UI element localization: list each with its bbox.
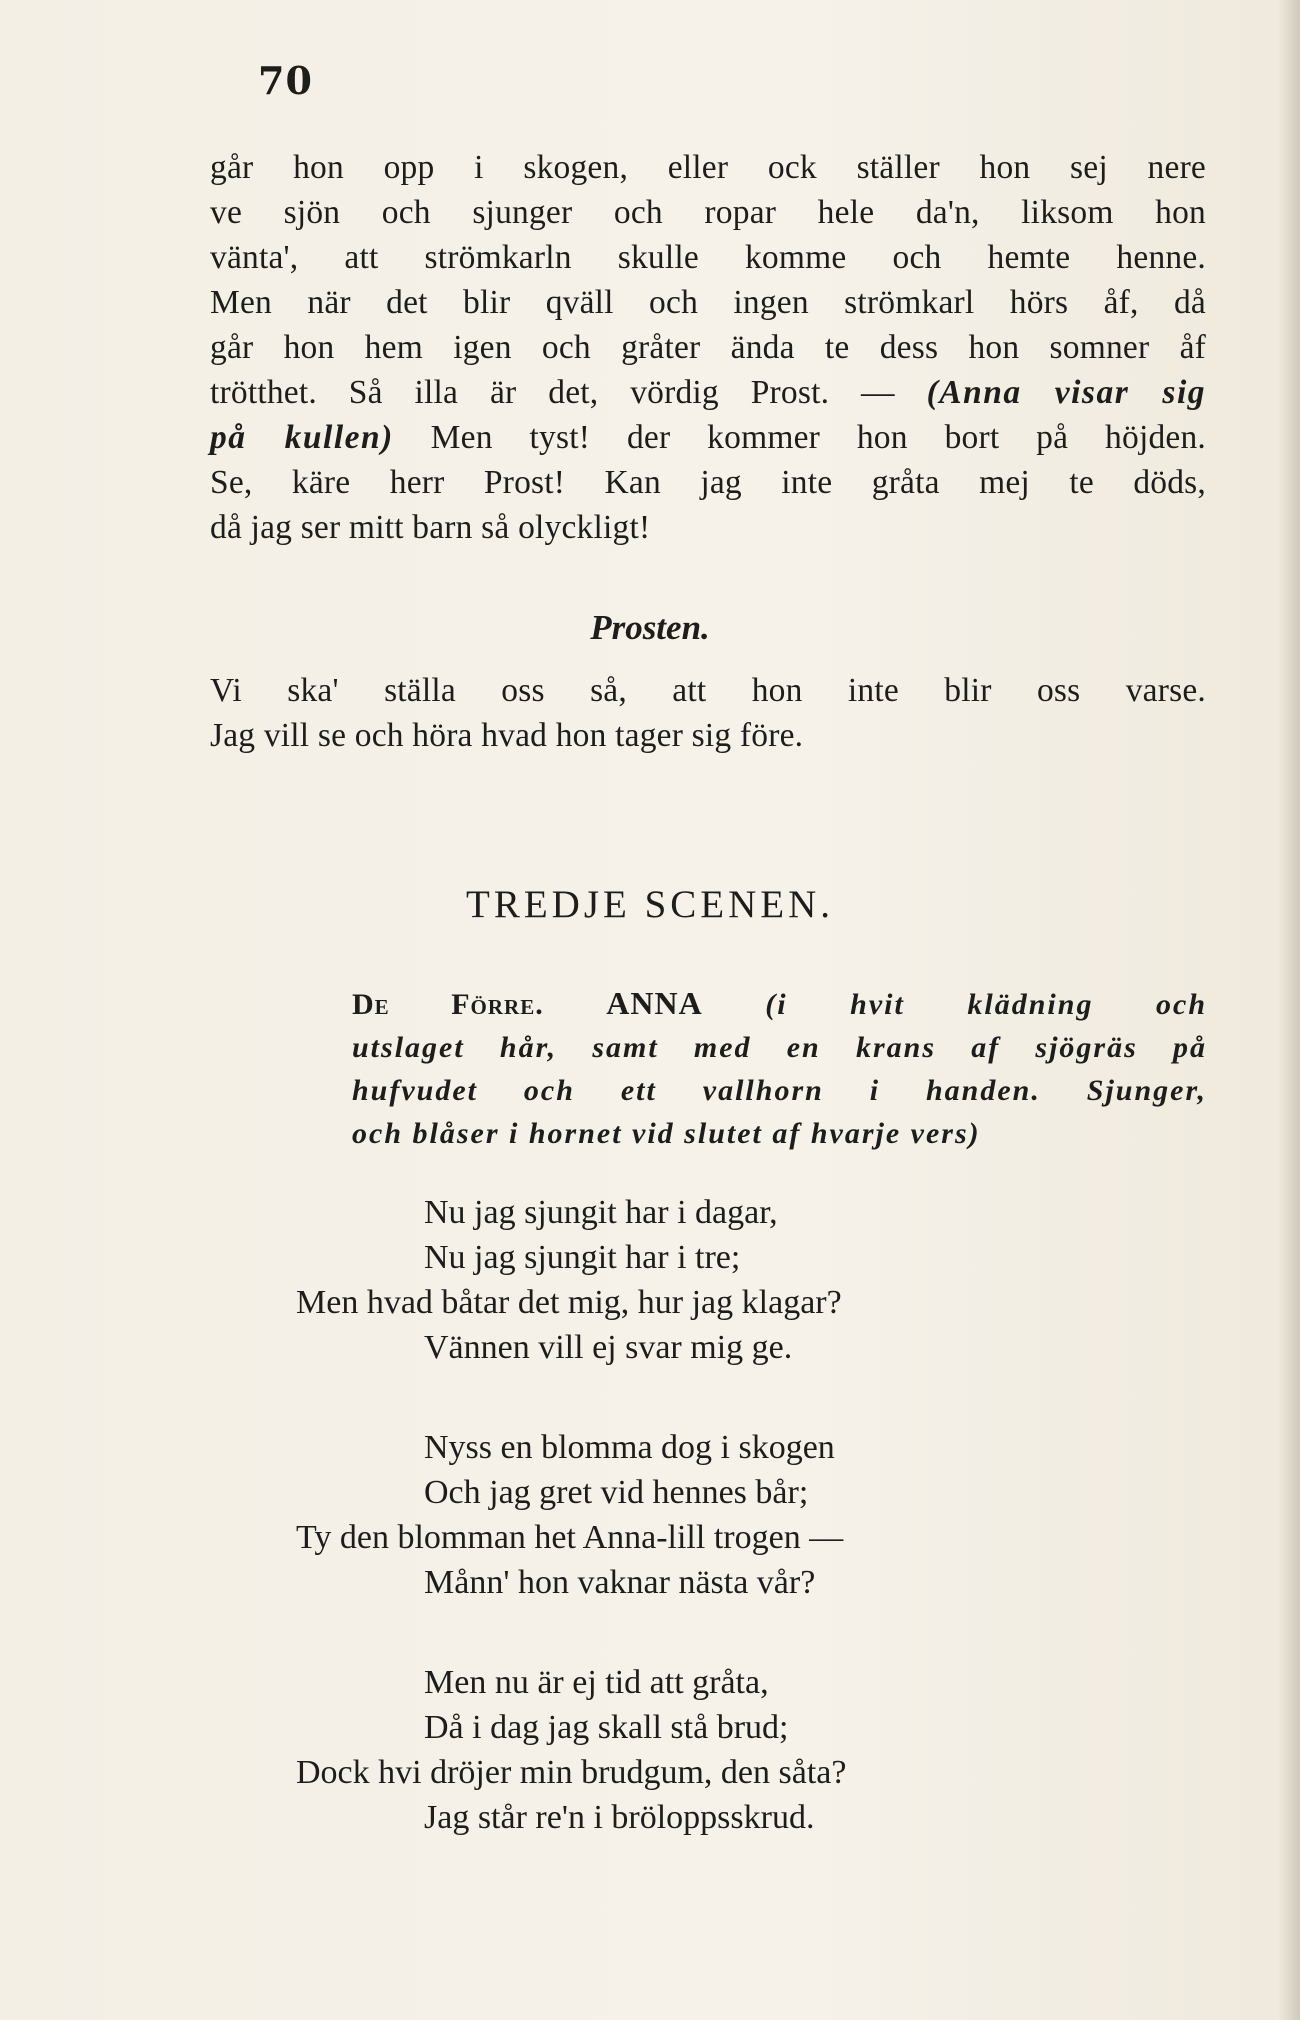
prose-paragraph xyxy=(210,145,1206,550)
prose-line: då jag ser mitt barn så olyckligt! xyxy=(210,509,651,546)
verse-line: Ty den blomman het Anna-lill trogen — xyxy=(296,1519,844,1556)
verse-line: Men hvad båtar det mig, hur jag klagar? xyxy=(296,1284,842,1321)
prose-text: Men tyst! der kommer hon bort på höjden. xyxy=(430,419,1207,456)
song-stanza xyxy=(0,1660,1300,1840)
song-stanza xyxy=(0,1425,1300,1605)
verse-line: Och jag gret vid hennes bår; xyxy=(424,1474,809,1511)
verse-line: Vännen vill ej svar mig ge. xyxy=(424,1329,793,1366)
page-number: 70 xyxy=(258,58,313,103)
character-name: ANNA xyxy=(606,985,703,1021)
speech-paragraph xyxy=(210,668,1206,758)
prose-text: trötthet. Så illa är det, vördig Prost. — xyxy=(210,374,895,411)
verse-line: Men nu är ej tid att gråta, xyxy=(424,1664,769,1701)
prose-line: går hon opp i skogen, eller ock ställer hon sej nere xyxy=(210,149,1206,186)
prose-line: Men när det blir qväll och ingen strömkarl hörs åf, då xyxy=(210,284,1206,321)
verse-line: Nyss en blomma dog i skogen xyxy=(424,1429,835,1466)
stage-direction-inline: på kullen) xyxy=(210,419,394,456)
prose-line: går hon hem igen och gråter ända te dess hon somner åf xyxy=(210,329,1206,366)
prose-line: ve sjön och sjunger och ropar hele da'n, liksom hon xyxy=(210,194,1206,231)
stage-line: utslaget hår, samt med en krans af sjögräs på xyxy=(352,1031,1207,1064)
stage-line xyxy=(352,982,1207,1026)
scene-heading: TREDJE SCENEN. xyxy=(466,883,834,926)
stage-direction xyxy=(352,982,1207,1155)
verse-line: Då i dag jag skall stå brud; xyxy=(424,1709,789,1746)
speech-line: Jag vill se och höra hvad hon tager sig före. xyxy=(210,717,804,754)
prose-line xyxy=(210,370,1206,415)
prose-line: Se, käre herr Prost! Kan jag inte gråta mej te döds, xyxy=(210,464,1206,501)
stage-text: (i hvit klädning och xyxy=(765,988,1208,1021)
verse-line: Jag står re'n i bröloppsskrud. xyxy=(424,1799,815,1836)
prose-line xyxy=(210,415,1206,460)
verse-line: Nu jag sjungit har i tre; xyxy=(424,1239,741,1276)
verse-line: Månn' hon vaknar nästa vår? xyxy=(424,1564,816,1601)
stage-line: hufvudet och ett vallhorn i handen. Sjunger, xyxy=(352,1074,1207,1107)
speaker-name: Prosten. xyxy=(590,608,710,647)
verse-line: Nu jag sjungit har i dagar, xyxy=(424,1194,778,1231)
stage-line: och blåser i hornet vid slutet af hvarje vers) xyxy=(352,1117,981,1150)
verse-line: Dock hvi dröjer min brudgum, den såta? xyxy=(296,1754,847,1791)
speech-line: Vi ska' ställa oss så, att hon inte blir oss varse. xyxy=(210,672,1206,709)
characters-present: De Förre. xyxy=(352,988,544,1021)
song-stanza xyxy=(0,1190,1300,1370)
prose-line: vänta', att strömkarln skulle komme och hemte henne. xyxy=(210,239,1206,276)
stage-direction-inline: (Anna visar sig xyxy=(926,374,1207,411)
